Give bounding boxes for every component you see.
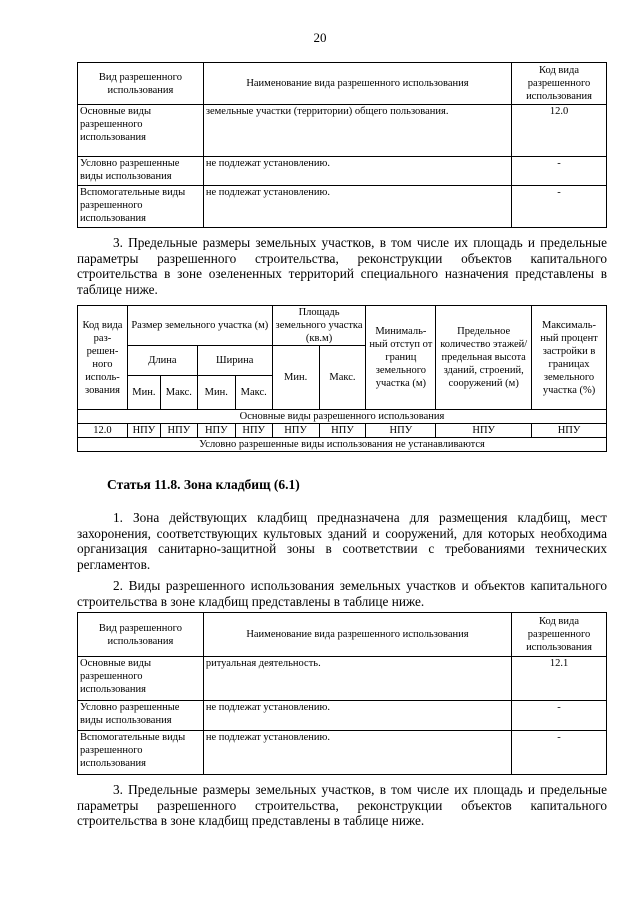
permitted-use-table-greenery xyxy=(77,62,607,228)
cell-value: НПУ xyxy=(272,424,319,438)
header-length-max: Макс. xyxy=(160,376,197,410)
row-conditional-uses: Условно разрешенные виды использования не устанавливаются xyxy=(78,438,607,452)
header-area: Площадь земельного участка (кв.м) xyxy=(272,306,366,346)
header-area-min: Мин. xyxy=(272,346,319,410)
cell-value: НПУ xyxy=(235,424,272,438)
paragraph-limits-greenery: 3. Предельные размеры земельных участков, в том числе их площадь и предельные параметры разрешенного строительства, реконструкции объектов капитального строительства в зоне озелененных территорий специального назначения представлены в таблице ниже. xyxy=(77,235,607,297)
cell-code: 12.0 xyxy=(512,105,607,157)
cell-kind: Условно разрешенные виды использования xyxy=(78,157,204,186)
header-floors: Предельное количество этажей/ предельная высота зданий, строений, сооружений (м) xyxy=(436,306,532,410)
header-percent: Максималь-ный процент застройки в границах земельного участка (%) xyxy=(532,306,607,410)
cell-name: ритуальная деятельность. xyxy=(203,657,511,701)
paragraph-zone-purpose: 1. Зона действующих кладбищ предназначена для размещения кладбищ, мест захоронения, соответствующих культовых зданий и сооружений, для которых необходима организация санитарно-защитной зоны в соответствии с требованиями технических регламентов. xyxy=(77,510,607,572)
header-size: Размер земельного участка (м) xyxy=(127,306,272,346)
cell-name: не подлежат установлению. xyxy=(203,701,511,731)
header-width: Ширина xyxy=(197,346,272,376)
table-row xyxy=(78,157,607,186)
row-main-uses: Основные виды разрешенного использования xyxy=(78,410,607,424)
table-row xyxy=(78,701,607,731)
header-width-min: Мин. xyxy=(197,376,235,410)
cell-code: - xyxy=(512,701,607,731)
table-row xyxy=(78,731,607,775)
cell-kind: Вспомогательные виды разрешенного использования xyxy=(78,186,204,228)
cell-name: не подлежат установлению. xyxy=(203,186,511,228)
cell-value: 12.0 xyxy=(78,424,128,438)
cell-value: НПУ xyxy=(436,424,532,438)
cell-code: - xyxy=(512,186,607,228)
cell-kind: Основные виды разрешенного использования xyxy=(78,657,204,701)
cell-kind: Основные виды разрешенного использования xyxy=(78,105,204,157)
cell-value: НПУ xyxy=(319,424,366,438)
cell-name: земельные участки (территории) общего пользования. xyxy=(203,105,511,157)
cell-kind: Условно разрешенные виды использования xyxy=(78,701,204,731)
cell-value: НПУ xyxy=(197,424,235,438)
header-kind: Вид разрешенного использования xyxy=(78,613,204,657)
cell-name: не подлежат установлению. xyxy=(203,731,511,775)
header-length-min: Мин. xyxy=(127,376,160,410)
cell-name: не подлежат установлению. xyxy=(203,157,511,186)
table-row xyxy=(78,105,607,157)
header-name: Наименование вида разрешенного использования xyxy=(203,613,511,657)
page-number: 20 xyxy=(313,30,327,45)
limits-table xyxy=(77,305,607,452)
header-width-max: Макс. xyxy=(235,376,272,410)
header-code: Код вида разрешенного использования xyxy=(512,613,607,657)
cell-value: НПУ xyxy=(366,424,436,438)
cell-code: - xyxy=(512,157,607,186)
paragraph-permitted-uses: 2. Виды разрешенного использования земельных участков и объектов капитального строительства в зоне кладбищ представлены в таблице ниже. xyxy=(77,578,607,609)
cell-code: 12.1 xyxy=(512,657,607,701)
header-kind: Вид разрешенного использования xyxy=(78,63,204,105)
header-area-max: Макс. xyxy=(319,346,366,410)
cell-value: НПУ xyxy=(160,424,197,438)
header-name: Наименование вида разрешенного использования xyxy=(203,63,511,105)
paragraph-limits-cemetery: 3. Предельные размеры земельных участков, в том числе их площадь и предельные параметры разрешенного строительства, реконструкции объектов капитального строительства в зоне кладбищ представлены в таблице ниже. xyxy=(77,782,607,829)
header-code: Код вида разрешенного использования xyxy=(512,63,607,105)
cell-kind: Вспомогательные виды разрешенного использования xyxy=(78,731,204,775)
section-heading: Статья 11.8. Зона кладбищ (6.1) xyxy=(107,477,300,492)
cell-code: - xyxy=(512,731,607,775)
table-row xyxy=(78,186,607,228)
permitted-use-table-cemetery xyxy=(77,612,607,775)
table-row xyxy=(78,657,607,701)
header-length: Длина xyxy=(127,346,197,376)
header-indent: Минималь-ный отступ от границ земельного участка (м) xyxy=(366,306,436,410)
cell-value: НПУ xyxy=(127,424,160,438)
table-row xyxy=(78,424,607,438)
header-code: Код вида раз-решен-ного исполь-зования xyxy=(78,306,128,410)
cell-value: НПУ xyxy=(532,424,607,438)
